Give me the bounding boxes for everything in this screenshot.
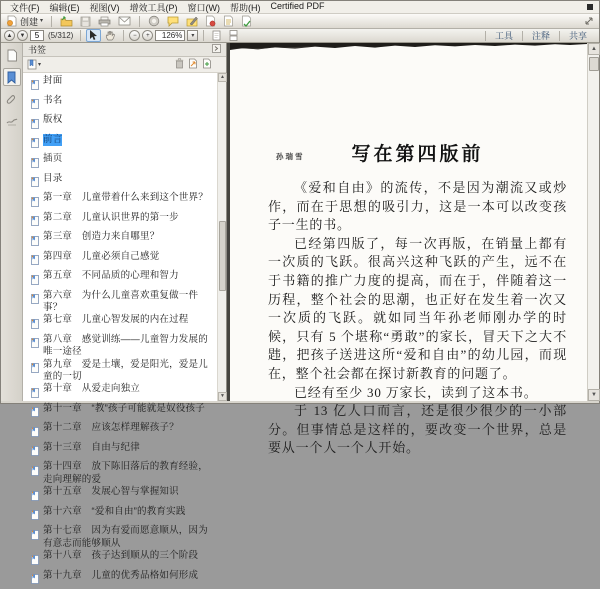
menu-item[interactable]: 视图(V): [89, 2, 120, 13]
scrollbar-thumb[interactable]: [219, 221, 226, 291]
create-pdf-button[interactable]: [4, 14, 45, 29]
bookmarks-panel: [23, 43, 227, 581]
bookmark-label: 第八章 感觉训练——儿童智力发展的唯一途径: [43, 333, 208, 358]
continuous-scroll-icon: [228, 30, 239, 41]
save-button[interactable]: [78, 15, 93, 28]
scroll-up-icon[interactable]: ▲: [588, 43, 600, 55]
menu-item[interactable]: Certified PDF: [270, 0, 325, 11]
collaborate-icon: [148, 15, 160, 27]
select-tool-button[interactable]: [86, 29, 101, 42]
main-area: [1, 43, 599, 581]
toolbar-tab[interactable]: 共享: [568, 31, 587, 41]
attachments-pane-button[interactable]: [3, 90, 21, 108]
cursor-arrow-icon: [89, 30, 98, 41]
new-bookmark-button[interactable]: [202, 56, 212, 74]
highlight-text-button[interactable]: [184, 15, 200, 28]
single-page-icon: [211, 30, 222, 41]
bookmark-item[interactable]: [23, 251, 217, 271]
bookmarks-list-container: [23, 73, 226, 581]
document-green-badge-icon: [241, 15, 252, 27]
document-scrollbar[interactable]: [587, 43, 599, 401]
hand-tool-button[interactable]: [103, 29, 118, 42]
bookmark-label: 第十章 从爱走向独立: [43, 383, 141, 395]
certify-document-button[interactable]: [239, 14, 254, 28]
bookmark-label: 第十三章 自由与纪律: [43, 441, 141, 453]
bookmark-item[interactable]: [23, 173, 217, 193]
bookmark-label: 第十四章 放下陈旧落后的教育经验，走向理解的爱: [43, 461, 208, 485]
bookmark-label: 插页: [43, 153, 63, 164]
paperclip-icon: [6, 93, 17, 106]
bookmark-item[interactable]: [23, 359, 217, 384]
bookmark-item[interactable]: [23, 461, 217, 486]
paragraph: 于 13 亿人口而言，还是很少很少的一小部分。但事情总是这样的，要改变一个世界，总是要从一个人一个人开始。: [268, 403, 567, 456]
scrolling-view-button[interactable]: [226, 29, 241, 42]
main-toolbar: [1, 14, 599, 29]
previous-page-button[interactable]: ▲: [4, 30, 15, 41]
bookmark-item[interactable]: [23, 506, 217, 526]
bookmark-page-icon: [31, 424, 39, 442]
bookmark-page-icon: [31, 252, 39, 270]
create-label: 创建: [20, 16, 39, 27]
bookmark-page-icon: [31, 404, 39, 422]
sticky-note-button[interactable]: [165, 15, 181, 28]
scrollbar-thumb[interactable]: [589, 57, 599, 71]
bookmarks-pane-button[interactable]: [3, 68, 21, 86]
bookmark-page-icon: [31, 335, 39, 353]
bookmark-item[interactable]: [23, 134, 217, 154]
bookmark-label: 第十七章 因为有爱而愿意顺从，因为有意志而能够顺从: [43, 525, 208, 549]
open-file-button[interactable]: [58, 15, 75, 28]
bookmark-item[interactable]: [23, 75, 217, 95]
zoom-in-button[interactable]: +: [142, 30, 153, 41]
bookmark-item[interactable]: [23, 570, 217, 589]
bookmark-page-icon: [31, 463, 39, 481]
bookmark-page-icon: [31, 77, 39, 95]
bookmark-page-icon: [31, 291, 39, 309]
bookmark-label: 第七章 儿童心智发展的内在过程: [43, 314, 189, 326]
chevron-down-icon: ▾: [191, 32, 195, 39]
print-button[interactable]: [96, 15, 113, 28]
bookmark-label: 第三章 创造力来自哪里？: [43, 231, 160, 242]
delete-bookmark-button[interactable]: [175, 56, 184, 74]
bookmark-item[interactable]: [23, 550, 217, 570]
bookmark-label: 书名: [43, 94, 63, 106]
separator: [51, 16, 52, 27]
document-red-badge-icon: [205, 15, 216, 27]
bookmark-label: 第十一章 “教”孩子可能就是奴役孩子: [43, 402, 205, 414]
page-thumbnails-button[interactable]: [3, 46, 21, 64]
bookmark-page-icon: [31, 443, 39, 461]
separator: [203, 30, 204, 41]
bookmark-label: 第十五章 发展心智与掌握知识: [43, 486, 179, 498]
collapse-panel-button[interactable]: [212, 44, 221, 55]
page-count-label: (5/312): [48, 31, 74, 40]
bookmark-label: 前言: [43, 133, 63, 145]
body-text: [268, 179, 567, 458]
bookmark-icon: [6, 71, 17, 84]
bookmark-page-icon: [31, 488, 39, 506]
bookmark-item[interactable]: [23, 270, 217, 290]
document-area: [227, 43, 599, 456]
expand-current-bookmark-button[interactable]: [188, 56, 198, 74]
bookmark-label: 封面: [43, 75, 63, 86]
bookmark-label: 第十六章 “爱和自由”的教育实践: [43, 505, 186, 517]
bookmark-label: 目录: [43, 172, 63, 184]
paragraph: 已经有至少 30 万家长，读到了这本书。: [294, 384, 538, 400]
menu-item[interactable]: 窗口(W): [187, 2, 220, 13]
bookmark-page-icon: [31, 135, 39, 153]
menu-item[interactable]: 文件(F): [10, 2, 40, 13]
bookmark-options-icon: [27, 59, 37, 70]
separator: [139, 16, 140, 27]
menu-item[interactable]: 编辑(E): [49, 2, 80, 13]
bookmark-page-icon: [31, 552, 39, 570]
bookmark-page-icon: [31, 174, 39, 192]
create-pdf-icon: [6, 15, 18, 27]
bookmarks-list: [23, 75, 217, 581]
pdf-page: [230, 43, 587, 456]
bookmark-item[interactable]: [23, 192, 217, 212]
sign-document-button[interactable]: [203, 14, 218, 28]
bookmark-page-icon: [31, 155, 39, 173]
open-folder-icon: [60, 16, 73, 27]
bookmark-item[interactable]: [23, 95, 217, 115]
scroll-down-icon[interactable]: ▼: [218, 392, 227, 401]
next-page-button[interactable]: ▼: [17, 30, 28, 41]
bookmark-page-icon: [31, 213, 39, 231]
bookmark-label: 第一章 儿童带着什么来到这个世界？: [43, 192, 208, 203]
bookmarks-scrollbar[interactable]: [217, 73, 226, 401]
bookmark-label: 第四章 儿童必须自己感觉: [43, 250, 160, 262]
bookmark-item[interactable]: [23, 212, 217, 232]
scroll-up-icon[interactable]: ▲: [218, 73, 227, 82]
zoom-out-button[interactable]: −: [129, 30, 140, 41]
author-stamp: 孙瑞雪: [276, 152, 305, 161]
bookmark-options-button[interactable]: [27, 59, 41, 70]
navigation-toolbar: [1, 29, 599, 43]
bookmark-page-icon: [31, 507, 39, 525]
page-title: 写在第四版前: [351, 144, 484, 165]
bookmark-page-icon: [31, 571, 39, 589]
bookmark-label: 第十二章 应该怎样理解孩子？: [43, 422, 179, 434]
comment-bubble-icon: [167, 16, 179, 27]
bookmark-label: 版权: [43, 114, 63, 125]
envelope-icon: [118, 16, 131, 26]
bookmark-item[interactable]: [23, 314, 217, 334]
bookmarks-panel-title: 书签: [28, 45, 47, 55]
menu-item[interactable]: 增效工具(P): [129, 2, 178, 13]
bookmark-label: 第十八章 孩子达到顺从的三个阶段: [43, 550, 199, 562]
navigation-pane-strip: [1, 43, 23, 401]
single-page-view-button[interactable]: [209, 29, 224, 42]
chapter-heading: [268, 139, 567, 165]
window-control-icon[interactable]: [587, 4, 593, 10]
bookmark-page-icon: [31, 385, 39, 403]
bookmark-label: 第六章 为什么儿童喜欢重复做一件事？: [43, 289, 199, 313]
signatures-pane-button[interactable]: [3, 112, 21, 130]
zoom-level-value[interactable]: 126%: [155, 30, 185, 41]
bookmark-page-icon: [31, 360, 39, 378]
chevron-down-icon: ▾: [40, 18, 44, 24]
bookmark-item[interactable]: [23, 231, 217, 251]
paragraph: 《爱和自由》的流传，不是因为潮流又或炒作，而在于思想的吸引力，这是一本可以改变孩子一生的书。: [268, 180, 567, 233]
collaborate-button[interactable]: [146, 14, 162, 28]
bookmark-page-icon: [31, 316, 39, 334]
bookmark-page-icon: [31, 96, 39, 114]
bookmark-item[interactable]: [23, 334, 217, 359]
toolbar-tab[interactable]: 工具: [494, 31, 513, 41]
page-thumbnails-icon: [6, 49, 18, 62]
hand-icon: [105, 30, 116, 41]
bookmark-item[interactable]: [23, 486, 217, 506]
bookmark-page-icon: [31, 272, 39, 290]
bookmark-item[interactable]: [23, 290, 217, 315]
toolbar-expand-button[interactable]: [582, 15, 596, 27]
bookmark-page-icon: [31, 233, 39, 251]
printer-icon: [98, 16, 111, 27]
bookmark-item[interactable]: [23, 422, 217, 442]
chevron-down-icon: ▾: [38, 61, 42, 68]
new-bookmark-icon: [202, 58, 212, 69]
scanned-torn-edge: [230, 43, 587, 53]
scroll-down-icon[interactable]: ▼: [588, 389, 600, 401]
bookmark-label: 第二章 儿童认识世界的第一步: [43, 211, 179, 223]
document-icon: [223, 15, 234, 27]
separator: [80, 30, 81, 41]
bookmark-item[interactable]: [23, 153, 217, 173]
menu-bar: [1, 1, 599, 14]
collapse-panel-icon: [212, 44, 221, 53]
save-icon: [80, 16, 91, 27]
bookmark-label: 第九章 爱是土壤，爱是阳光，爱是儿童的一切: [43, 358, 208, 383]
bookmark-page-icon: [31, 527, 39, 545]
toolbar-right-tabs: [485, 29, 596, 42]
highlighter-icon: [186, 16, 198, 27]
bookmark-page-icon: [31, 194, 39, 212]
paragraph: 已经第四版了，每一次再版，在销量上都有一次质的飞跃。很高兴这种飞跃的产生，远不在于书籍的推广力度的提高，而在于，伴随着这一历程，整个社会的思潮，也正好在发生着一次又一次质的飞跃。就如同当年孙老师刚办学的时候，只有 5 个堪称“勇敢”的家长，冒天下之大不韪，把孩子送进这所“爱和自由”的幼儿园，而现在，整个社会都在探讨新教育的问题了。: [268, 235, 567, 381]
bookmarks-toolbar: [23, 57, 226, 73]
bookmark-item[interactable]: [23, 403, 217, 423]
trash-icon: [175, 58, 184, 69]
bookmark-page-icon: [31, 116, 39, 134]
signatures-icon: [6, 115, 18, 127]
expand-bookmark-icon: [188, 58, 198, 69]
bookmark-item[interactable]: [23, 383, 217, 403]
bookmark-label: 第十九章 儿童的优秀品格如何形成: [43, 569, 199, 581]
bookmark-label: 第五章 不同品质的心理和智力: [43, 270, 179, 281]
separator: [123, 30, 124, 41]
form-document-button[interactable]: [221, 14, 236, 28]
bookmark-item[interactable]: [23, 442, 217, 462]
email-button[interactable]: [116, 15, 133, 27]
page-number-input[interactable]: [30, 30, 44, 41]
toolbar-tab[interactable]: 注释: [531, 31, 550, 41]
zoom-dropdown-button[interactable]: [187, 30, 198, 41]
bookmark-item[interactable]: [23, 525, 217, 550]
bookmark-item[interactable]: [23, 114, 217, 134]
diagonal-resize-icon: [584, 16, 594, 26]
menu-item[interactable]: 帮助(H): [230, 2, 261, 13]
